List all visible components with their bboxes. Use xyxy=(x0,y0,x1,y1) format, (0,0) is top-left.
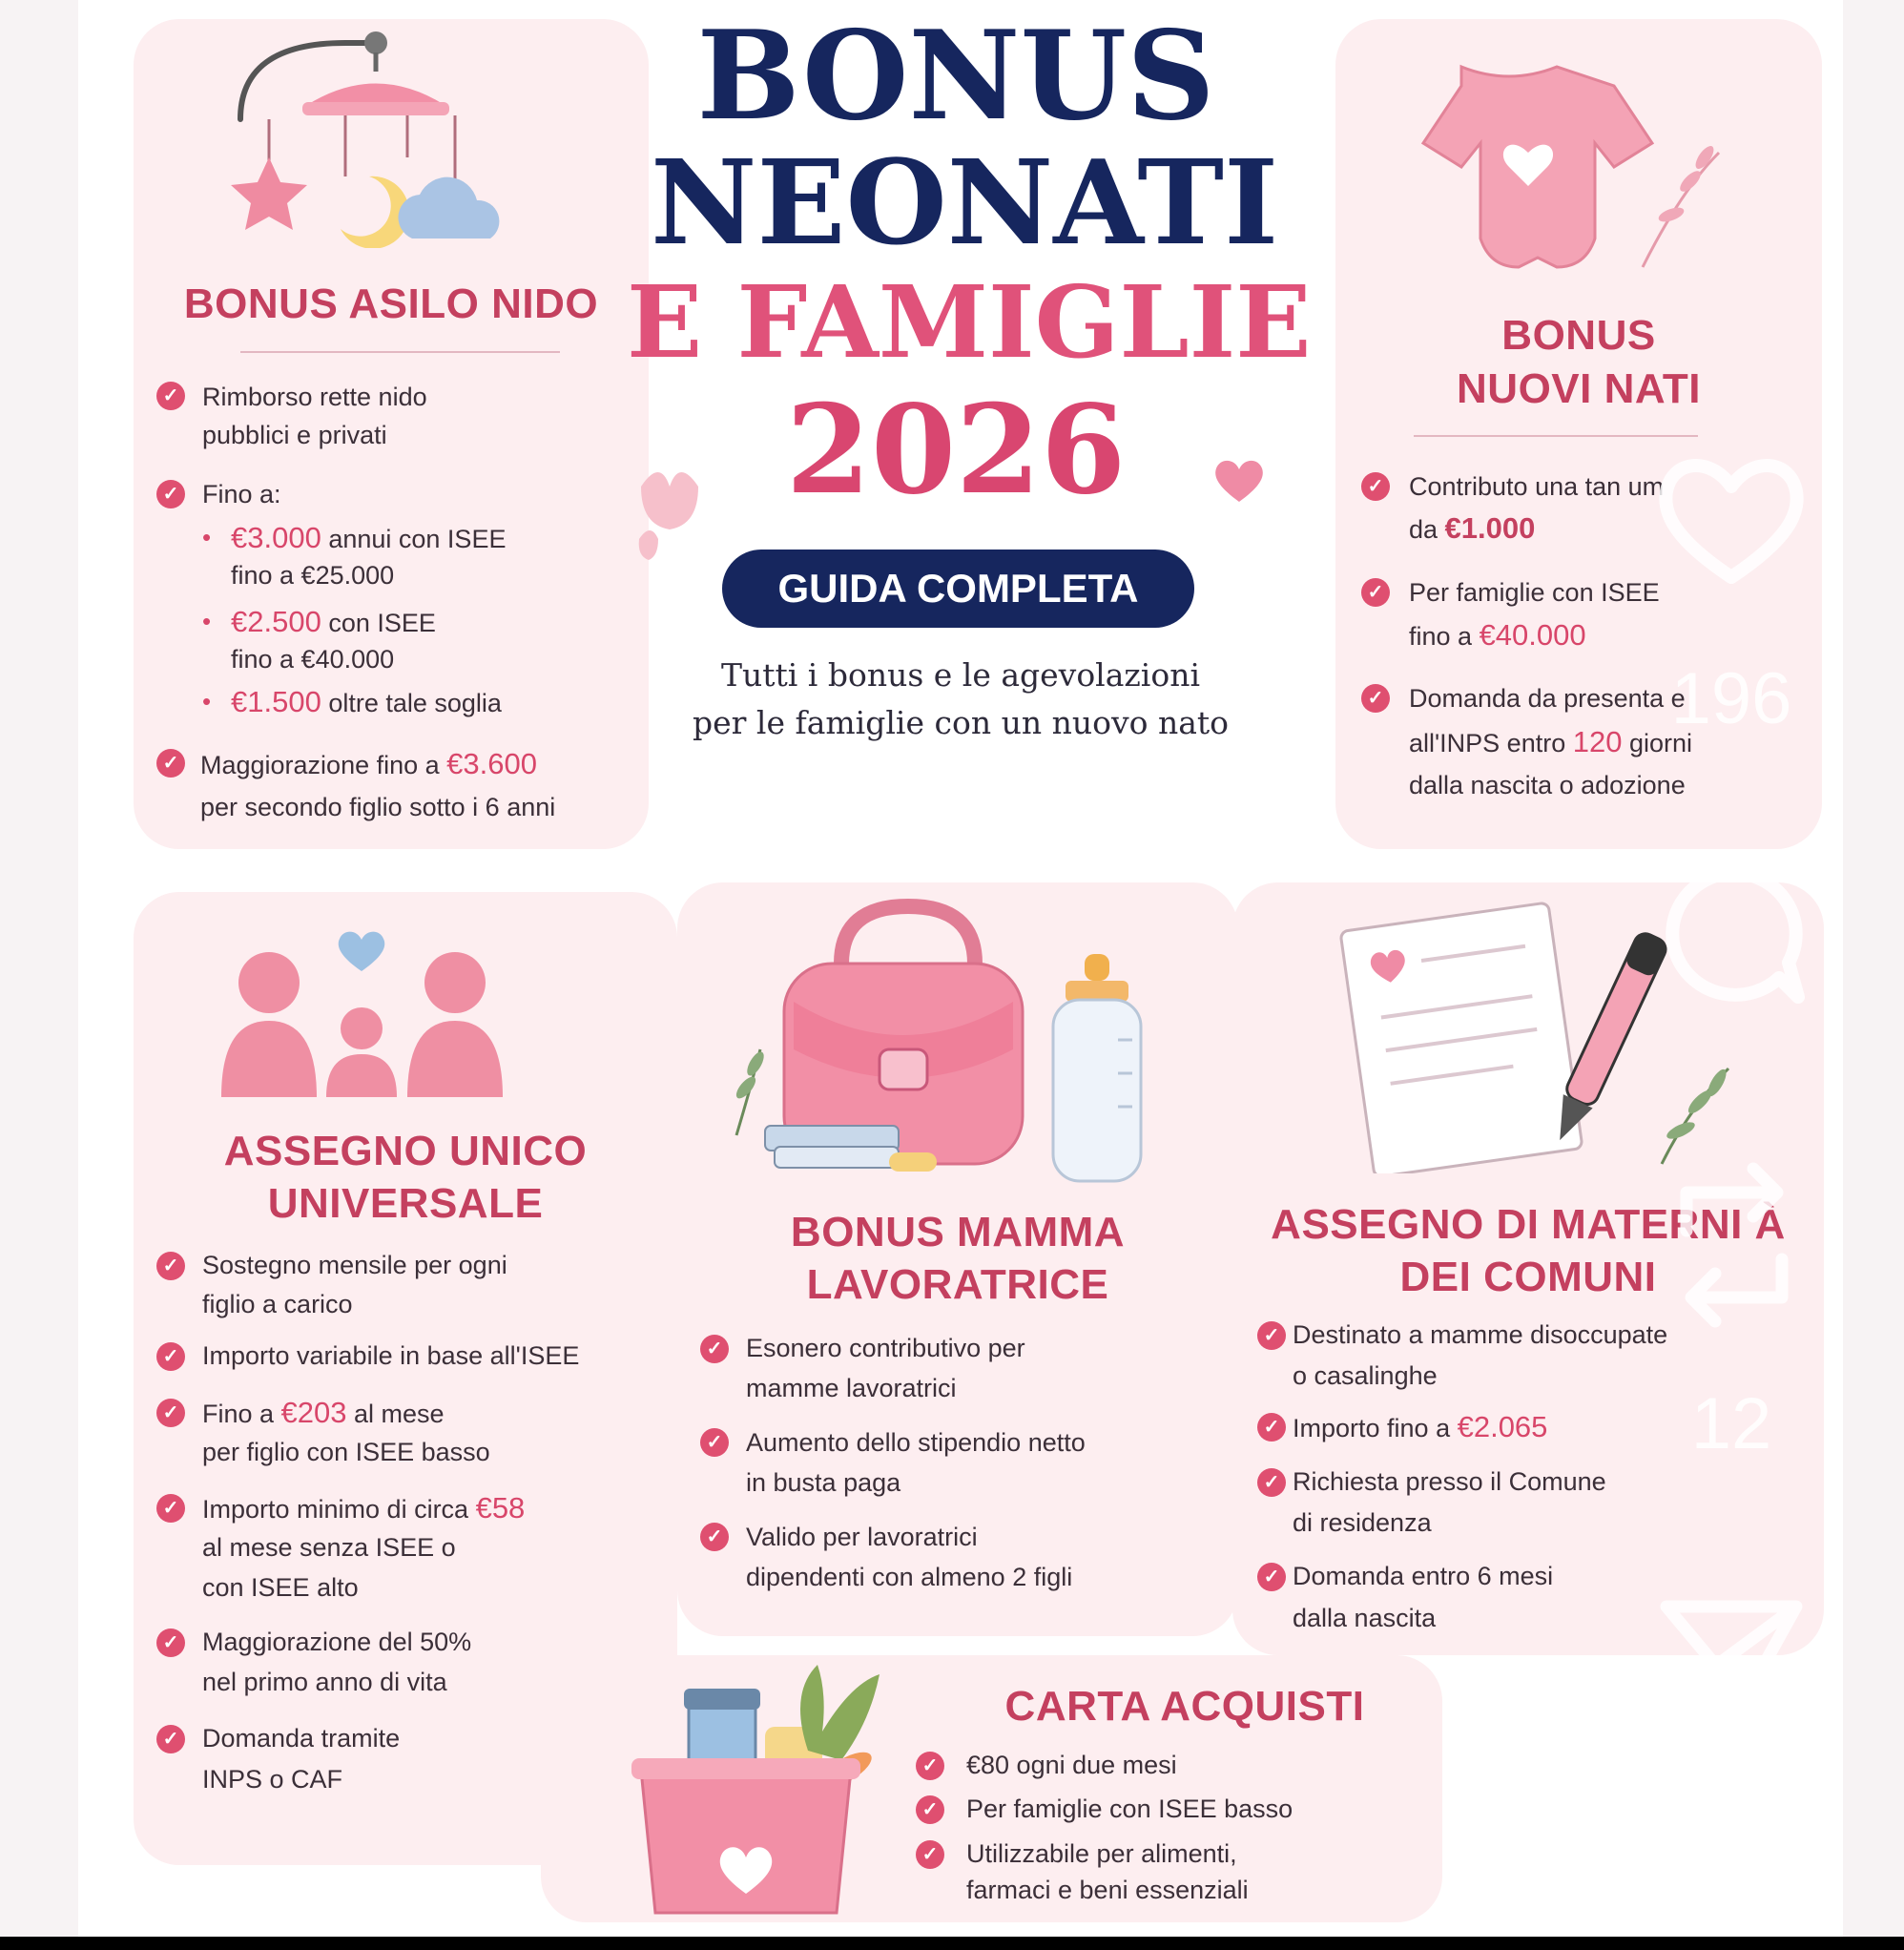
check-icon: ✓ xyxy=(700,1335,729,1363)
card-title: CARTA ACQUISTI xyxy=(1004,1683,1365,1730)
diaper-bag-icon xyxy=(698,897,1194,1193)
check-icon: ✓ xyxy=(700,1523,729,1551)
list-item: mamme lavoratrici xyxy=(746,1374,957,1402)
card-title: BONUS ASILO NIDO xyxy=(183,280,599,327)
list-item: Contributo una tan um xyxy=(1409,472,1665,501)
list-item: pubblici e privati xyxy=(202,421,387,449)
list-item: dalla nascita o adozione xyxy=(1409,771,1686,799)
list-item: Domanda entro 6 mesi xyxy=(1293,1562,1554,1590)
list-item: al mese senza ISEE o xyxy=(202,1533,456,1562)
check-icon: ✓ xyxy=(156,1628,185,1657)
list-item: per secondo figlio sotto i 6 anni xyxy=(200,793,556,821)
check-icon: ✓ xyxy=(916,1795,944,1824)
card-title: NUOVI NATI xyxy=(1457,365,1701,412)
list-item: Importo fino a €2.065 xyxy=(1293,1410,1548,1443)
list-item: Sostegno mensile per ogni xyxy=(202,1251,507,1279)
subtitle: Tutti i bonus e le agevolazioni xyxy=(720,656,1201,694)
divider xyxy=(1414,435,1698,437)
check-icon: ✓ xyxy=(156,1725,185,1753)
bullet: • xyxy=(202,607,212,635)
check-icon: ✓ xyxy=(1361,472,1390,501)
title-neonati: NEONATI xyxy=(651,134,1279,271)
title-year: 2026 xyxy=(785,379,1127,522)
like-count: 196 xyxy=(1670,658,1792,739)
family-icon xyxy=(212,925,517,1097)
list-item: da €1.000 xyxy=(1409,511,1536,545)
send-paper-plane-icon[interactable] xyxy=(1655,1593,1808,1736)
title-famiglie: E FAMIGLIE xyxy=(627,263,1312,381)
card-title: BONUS MAMMA xyxy=(790,1209,1126,1255)
title-bonus: BONUS xyxy=(696,5,1215,148)
check-icon: ✓ xyxy=(156,1494,185,1523)
check-icon: ✓ xyxy=(156,480,185,508)
list-item: Aumento dello stipendio netto xyxy=(746,1428,1086,1457)
baby-mobile-icon xyxy=(202,14,622,248)
list-item: nel primo anno di vita xyxy=(202,1668,447,1696)
list-item: Destinato a mamme disoccupate xyxy=(1293,1320,1668,1349)
badge-label: GUIDA COMPLETA xyxy=(777,566,1139,611)
bullet: • xyxy=(202,687,212,716)
list-item: Domanda tramite xyxy=(202,1724,401,1753)
list-item: figlio a carico xyxy=(202,1290,353,1318)
check-icon: ✓ xyxy=(1257,1468,1286,1497)
list-item: Importo variabile in base all'ISEE xyxy=(202,1341,580,1370)
check-icon: ✓ xyxy=(1361,578,1390,607)
card-title: LAVORATRICE xyxy=(806,1261,1109,1308)
list-item: Fino a €203 al mese xyxy=(202,1396,445,1429)
list-item: Utilizzabile per alimenti, xyxy=(966,1839,1237,1868)
card-title: BONUS xyxy=(1501,312,1656,359)
card-title: ASSEGNO DI MATERNI À xyxy=(1271,1201,1786,1248)
list-item: Maggiorazione del 50% xyxy=(202,1628,472,1656)
grocery-basket-icon xyxy=(555,1655,937,1922)
list-item: dalla nascita xyxy=(1293,1604,1437,1632)
card-title: DEI COMUNI xyxy=(1399,1254,1657,1300)
list-item: per figlio con ISEE basso xyxy=(202,1438,490,1466)
like-heart-icon[interactable] xyxy=(1655,448,1808,587)
check-icon: ✓ xyxy=(700,1428,729,1457)
divider xyxy=(240,351,560,353)
list-item: Valido per lavoratrici xyxy=(746,1523,978,1551)
heart-icon xyxy=(1213,458,1265,504)
list-item: fino a €25.000 xyxy=(231,561,395,590)
list-item: Fino a: xyxy=(202,480,281,508)
list-item: di residenza xyxy=(1293,1508,1432,1537)
list-item: in busta paga xyxy=(746,1468,901,1497)
list-item: €1.500 oltre tale soglia xyxy=(231,685,502,718)
list-item: €2.500 con ISEE xyxy=(231,605,436,638)
check-icon: ✓ xyxy=(1257,1321,1286,1350)
list-item: €3.000 annui con ISEE xyxy=(231,521,507,554)
check-icon: ✓ xyxy=(156,382,185,410)
list-item: Per famiglie con ISEE xyxy=(1409,578,1660,607)
list-item: Maggiorazione fino a €3.600 xyxy=(200,747,537,780)
subtitle: per le famiglie con un nuovo nato xyxy=(693,704,1229,741)
list-item: Per famiglie con ISEE basso xyxy=(966,1794,1293,1823)
list-item: Domanda da presenta e xyxy=(1409,684,1686,713)
check-icon: ✓ xyxy=(1361,684,1390,713)
list-item: Esonero contributivo per xyxy=(746,1334,1025,1362)
comment-bubble-icon[interactable] xyxy=(1655,863,1808,1006)
check-icon: ✓ xyxy=(156,1399,185,1427)
tulip-icon xyxy=(631,458,708,563)
list-item: Rimborso rette nido xyxy=(202,383,427,411)
list-item: Richiesta presso il Comune xyxy=(1293,1467,1606,1496)
onesie-icon xyxy=(1404,48,1728,296)
list-item: Importo minimo di circa €58 xyxy=(202,1491,526,1525)
card-title: UNIVERSALE xyxy=(267,1180,544,1227)
list-item: dipendenti con almeno 2 figli xyxy=(746,1563,1073,1591)
list-item: €80 ogni due mesi xyxy=(966,1751,1177,1779)
share-count: 849 xyxy=(1670,1803,1792,1884)
check-icon: ✓ xyxy=(916,1752,944,1780)
check-icon: ✓ xyxy=(156,749,185,778)
list-item: fino a €40.000 xyxy=(231,645,395,674)
list-item: con ISEE alto xyxy=(202,1573,359,1602)
check-icon: ✓ xyxy=(156,1342,185,1371)
comment-count: 12 xyxy=(1690,1383,1772,1464)
list-item: o casalinghe xyxy=(1293,1361,1438,1390)
card-title: ASSEGNO UNICO xyxy=(223,1128,588,1174)
check-icon: ✓ xyxy=(1257,1413,1286,1442)
check-icon: ✓ xyxy=(156,1252,185,1280)
infographic-poster xyxy=(78,0,1843,1937)
list-item: fino a €40.000 xyxy=(1409,618,1586,652)
list-item: farmaci e beni essenziali xyxy=(966,1876,1249,1904)
check-icon: ✓ xyxy=(1257,1563,1286,1591)
bullet: • xyxy=(202,523,212,551)
repost-arrows-icon[interactable] xyxy=(1667,1154,1801,1336)
list-item: all'INPS entro 120 giorni xyxy=(1409,725,1693,758)
list-item: INPS o CAF xyxy=(202,1765,343,1794)
check-icon: ✓ xyxy=(916,1840,944,1869)
